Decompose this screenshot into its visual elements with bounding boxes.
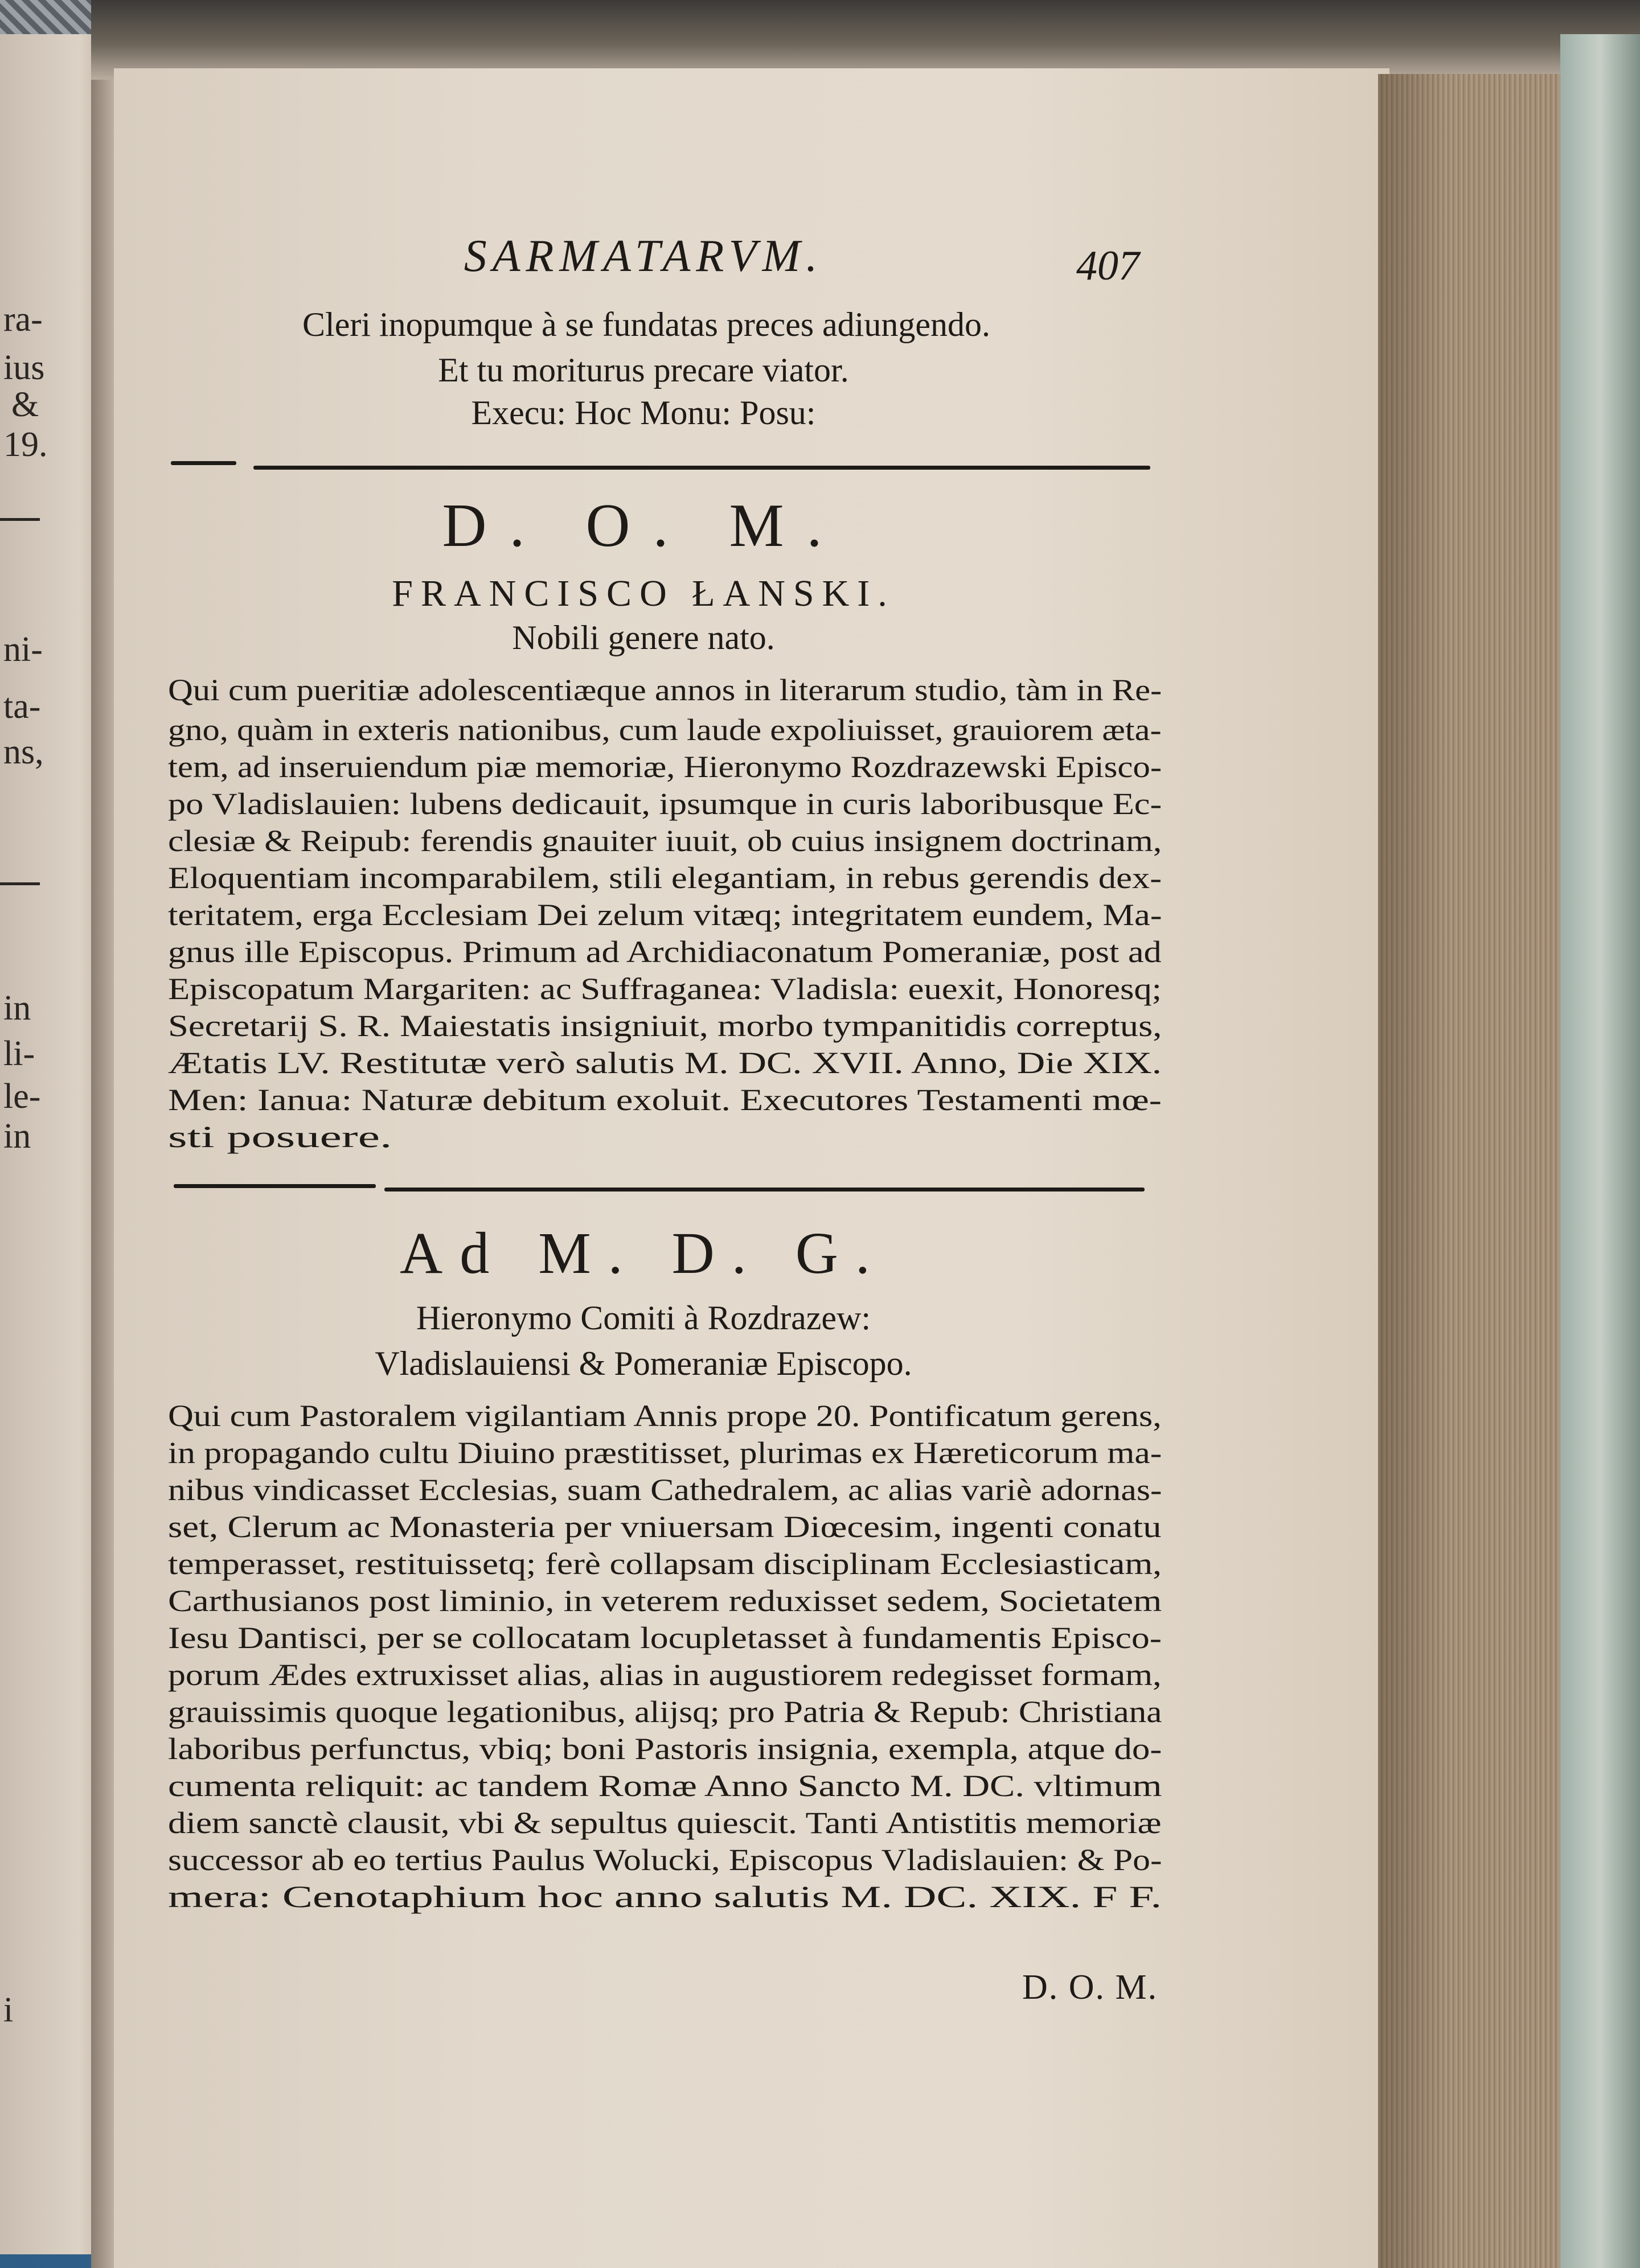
section2-line: diem sanctè clausit, vbi & sepultus quiescit. Tanti Antistitis memoriæ: [168, 1806, 1162, 1840]
book-cover: [1560, 34, 1640, 2268]
section1-line: Eloquentiam incomparabilem, stili elegantiam, in rebus gerendis dex-: [168, 861, 1162, 895]
section1-line: Men: Ianua: Naturæ debitum exoluit. Executores Testamenti mœ-: [168, 1083, 1162, 1117]
rule-left: [171, 461, 236, 465]
section1-line: gnus ille Episcopus. Primum ad Archidiaconatum Pomeraniæ, post ad: [168, 935, 1162, 969]
section1-line: tem, ad inseruiendum piæ memoriæ, Hieronymo Rozdrazewski Episco-: [168, 750, 1162, 784]
section1-line: gno, quàm in exteris nationibus, cum laude expoliuisset, grauiorem æta-: [168, 713, 1162, 747]
closing-mark: D. O. M.: [1022, 1968, 1158, 2007]
section1-line: Episcopatum Margariten: ac Suffraganea: Vladisla: euexit, Honoresq;: [168, 972, 1162, 1006]
left-fragment: ta-: [3, 687, 41, 726]
section2-line: set, Clerum ac Monasteria per vniuersam Diœcesim, ingenti conatu: [168, 1510, 1162, 1544]
section2-line: grauissimis quoque legationibus, alijsq; pro Patria & Repub: Christiana: [168, 1695, 1162, 1729]
section1-line: po Vladislauien: lubens dedicauit, ipsumque in curis laboribusque Ec-: [168, 787, 1162, 821]
left-rule: [0, 882, 40, 885]
left-fragment: in: [3, 1117, 31, 1156]
section2-line: Iesu Dantisci, per se collocatam locupletasset à fundamentis Episco-: [168, 1621, 1162, 1655]
left-fragment: li-: [3, 1034, 35, 1073]
left-fragment: ius: [3, 348, 45, 387]
rule: [384, 1188, 1145, 1191]
epitaph-line: Cleri inopumque à se fundatas preces adiungendo.: [302, 306, 990, 343]
section2-line: mera: Cenotaphium hoc anno salutis M. DC. XIX. F F.: [168, 1880, 1162, 1914]
left-fragment: ni-: [3, 630, 43, 669]
rule-left: [174, 1184, 376, 1188]
running-head: SARMATARVM.: [464, 231, 823, 281]
section2-subtitle: Vladislauiensi & Pomeraniæ Episcopo.: [375, 1345, 912, 1382]
section2-line: successor ab eo tertius Paulus Wolucki, Episcopus Vladislauien: & Po-: [168, 1843, 1162, 1877]
section1-heading: D. O. M.: [442, 492, 845, 560]
section1-name: FRANCISCO ŁANSKI.: [392, 573, 895, 614]
section2-title: Hieronymo Comiti à Rozdrazew:: [416, 1299, 871, 1337]
section1-line: Qui cum pueritiæ adolescentiæque annos in literarum studio, tàm in Re-: [168, 673, 1162, 707]
section1-line: sti posuere.: [168, 1120, 392, 1154]
section2-heading: Ad M. D. G.: [400, 1221, 887, 1286]
section1-line: Secretarij S. R. Maiestatis insigniuit, morbo tympanitidis correptus,: [168, 1009, 1162, 1043]
page-edges-shade: [1378, 74, 1446, 2268]
rule: [253, 466, 1150, 470]
epitaph-line: Et tu moriturus precare viator.: [438, 351, 849, 389]
section2-line: laboribus perfunctus, vbiq; boni Pastoris insignia, exempla, atque do-: [168, 1732, 1162, 1766]
section2-line: Carthusianos post liminio, in veterem reduxisset sedem, Societatem: [168, 1584, 1162, 1618]
top-edge: [91, 0, 1640, 80]
left-fragment: ns,: [3, 733, 44, 771]
section2-line: cumenta reliquit: ac tandem Romæ Anno Sancto M. DC. vltimum: [168, 1769, 1162, 1803]
section2-line: temperasset, restituissetq; ferè collapsam disciplinam Ecclesiasticam,: [168, 1547, 1162, 1581]
left-fragment: 19.: [3, 425, 48, 464]
left-fragment: i: [3, 1991, 14, 2029]
section1-line: Ætatis LV. Restitutæ verò salutis M. DC. XVII. Anno, Die XIX.: [168, 1046, 1162, 1080]
section2-line: in propagando cultu Diuino præstitisset, plurimas ex Hæreticorum ma-: [168, 1436, 1162, 1470]
section2-line: Qui cum Pastoralem vigilantiam Annis prope 20. Pontificatum gerens,: [168, 1399, 1162, 1433]
left-fragment: le-: [3, 1077, 41, 1116]
epitaph-line: Execu: Hoc Monu: Posu:: [471, 394, 816, 432]
section1-line: teritatem, erga Ecclesiam Dei zelum vitæq; integritatem eundem, Ma-: [168, 898, 1162, 932]
left-fragment: in: [3, 989, 31, 1028]
section2-line: porum Ædes extruxisset alias, alias in augustiorem redegisset formam,: [168, 1658, 1162, 1692]
section1-subtitle: Nobili genere nato.: [512, 619, 775, 656]
section2-line: nibus vindicasset Ecclesias, suam Cathedralem, ac alias variè adornas-: [168, 1473, 1162, 1507]
page-number: 407: [1076, 243, 1139, 289]
left-rule: [0, 518, 40, 521]
left-fragment: &: [11, 385, 39, 424]
section1-line: clesiæ & Reipub: ferendis gnauiter iuuit, ob cuius insignem doctrinam,: [168, 824, 1162, 858]
left-fragment: ra-: [3, 300, 43, 339]
